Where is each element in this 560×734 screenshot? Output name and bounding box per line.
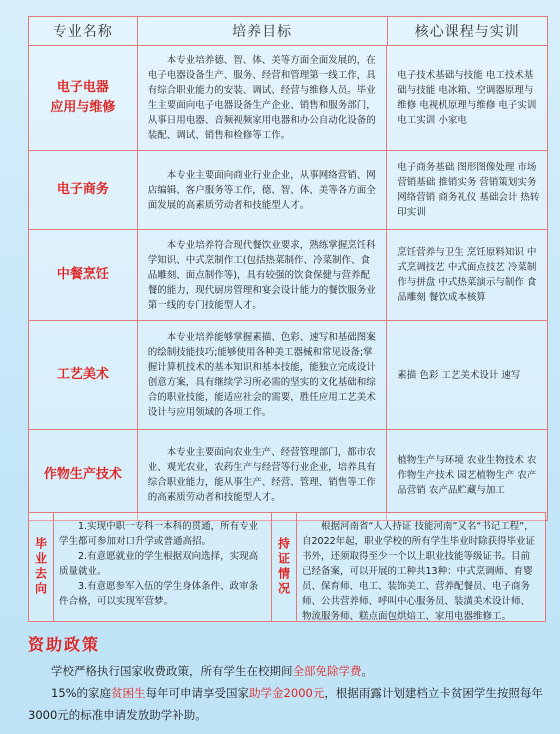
table-row: [29, 430, 547, 520]
major-name-text: 电子商务: [56, 182, 109, 197]
major-courses: [387, 321, 547, 429]
policy-line-2: [28, 682, 548, 726]
major-name-text: 工艺美术: [56, 367, 109, 382]
table-header: [29, 17, 547, 46]
major-goal: [138, 151, 388, 229]
major-courses: [387, 46, 547, 150]
major-courses: [387, 151, 547, 229]
table-row: [29, 46, 547, 151]
major-goal: [138, 46, 388, 150]
major-courses-text: 素描 色彩 工艺美术设计 速写: [397, 369, 521, 381]
career-item: 3.有意愿参军入伍的学生身体条件、政审条件合格，可以实现军营梦。: [59, 581, 259, 607]
table-row: [29, 230, 547, 321]
policy-highlight: 助学金2000元: [249, 686, 325, 700]
header-major: 专业名称: [29, 17, 138, 45]
major-name: [29, 230, 138, 320]
major-name-text: 电子电器 应用与维修: [50, 80, 116, 115]
major-goal: [138, 430, 388, 520]
major-courses: [387, 430, 547, 520]
policy-text-segment: 。: [361, 664, 373, 678]
policy-highlight: 贫困生: [111, 686, 146, 700]
policy-text-segment: 15%的家庭: [51, 686, 112, 700]
policy-text-segment: 每年可申请享受国家: [145, 686, 250, 700]
header-courses: 核心课程与实训: [414, 24, 520, 40]
career-title: 毕业去向: [29, 513, 54, 621]
career-item: 1.实现中职一专科一本科的贯通，所有专业学生都可参加对口升学或普通高招。: [59, 521, 259, 547]
certificate-title: 持证情况: [272, 513, 297, 621]
policy-highlight: 全部免除学费: [292, 664, 362, 678]
major-name: [29, 321, 138, 429]
major-name-text: 作物生产技术: [43, 467, 122, 482]
major-courses-text: 烹饪营养与卫生 烹饪原料知识 中式烹调技艺 中式面点技艺 冷菜制作与拼盘 中式热菜演示与制作 食品雕刻 餐饮成本核算: [397, 247, 537, 303]
policy-line-1: [28, 660, 548, 682]
certificate-box: [272, 512, 546, 622]
career-item: 2.有意愿就业的学生根据双向选择，实现高质量就业。: [59, 551, 259, 577]
table-row: [29, 321, 547, 430]
policy-title: 资助政策: [28, 635, 101, 654]
major-goal-text: 本专业主要面向商业行业企业，从事网络营销、网店编辑、客户服务等工作，德、智、体、美等各方面全面发展的高素质劳动者和技能型人才。: [147, 169, 376, 211]
certificate-text: [302, 519, 539, 624]
major-goal-text: 本专业培养符合现代餐饮业要求，熟练掌握烹饪科学知识、中式烹制作工(包括热菜制作、冷菜制作、食品雕刻、面点制作等)，具有较强的饮食保健与营养配餐的能力，现代厨房管理和宴会设计能力的餐饮服务业第一线的专门技能型人才。: [147, 239, 376, 311]
policy-text: [28, 660, 548, 726]
career-box: [28, 512, 272, 622]
major-name: [29, 430, 138, 520]
major-goal-text: 本专业培养能够掌握素描、色彩、速写和基础图案的绘制技能技巧;能够使用各种美工器械和常见设备;掌握计算机技术的基本知识和基本技能，能独立完成设计创意方案，具有继续学习所必需的坚实的文化基础和综合的职业技能，能适应社会的需要，胜任应用工艺美术设计与应用领域的各项工作。: [147, 332, 376, 418]
major-courses-text: 植物生产与环境 农业生物技术 农作物生产技术 园艺植物生产 农产品营销 农产品贮藏与加工: [397, 454, 537, 496]
certificate-paragraph: 根据河南省“人人持证 技能河南”又名“书记工程”，自2022年起，职业学校的所有学生毕业时除获得毕业证书外，还须取得至少一个以上职业技能等级证书。目前已经备案，可以开展的工种共13种：中式烹调师、育婴员、保育师、电工、装饰美工、营养配餐员、电子商务师、公共营养师、呼叫中心服务员、装潢美术设计师、物流服务师、糕点面包烘焙工、家用电器维修工。: [302, 521, 536, 622]
majors-table: [28, 16, 548, 521]
major-courses-text: 电子技术基础与技能 电工技术基础与技能 电冰箱、空调器原理与维修 电视机原理与维修 电子实训 电工实训 小家电: [397, 70, 537, 126]
major-name: [29, 46, 138, 150]
major-courses-text: 电子商务基础 图形图像处理 市场营销基础 推销实务 营销策划实务 网络营销 商务礼仪 基础会计 热转印实训: [397, 162, 540, 218]
major-goal: [138, 321, 388, 429]
header-goal: 培养目标: [138, 17, 388, 45]
major-goal-text: 本专业培养德、智、体、美等方面全面发展的，在电子电器设备生产、服务、经营和管理第一线工作，具有综合职业能力的安装、调试、经营与维修人员。毕业生主要面向电子电器设备生产企业、销售和服务部门，从事日用电器、音频视频家用电器和办公自动化设备的装配、调试、销售和检修等工作。: [147, 55, 376, 141]
major-goal: [138, 230, 388, 320]
major-goal-text: 本专业主要面向农业生产、经营管理部门，都市农业、观光农业，农药生产与经营等行业企业，培养具有综合职业能力，能从事生产、经营、管理、销售等工作的高素质劳动者和技能型人才。: [147, 447, 376, 503]
table-row: [29, 151, 547, 230]
policy-text-segment: ，根据雨露计划建档立卡贫困学生按照每年3000元的标准申请发放助学补助。: [28, 686, 543, 722]
major-name: [29, 151, 138, 229]
major-name-text: 中餐烹饪: [56, 267, 109, 282]
policy-text-segment: 学校严格执行国家收费政策，所有学生在校期间: [51, 664, 293, 678]
career-text: [59, 519, 265, 609]
major-courses: [387, 230, 547, 320]
